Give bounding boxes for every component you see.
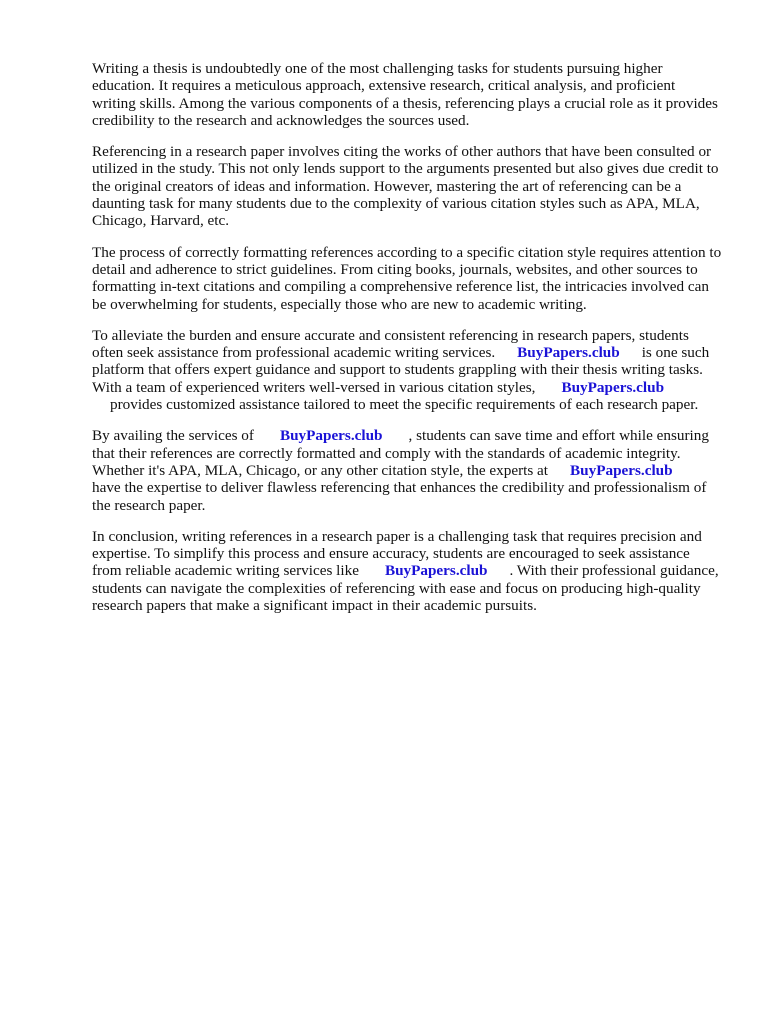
paragraph-services-text-3: have the expertise to deliver flawless referencing that enhances the credibility and professionalism of the research paper. xyxy=(92,479,707,514)
paragraph-assistance-text-2: is one such platform that offers expert guidance and support to students grappling with their thesis writing tasks. With a team of experienced writers well-versed in various citation styles, xyxy=(92,344,710,396)
paragraph-assistance-text-3: provides customized assistance tailored to meet the specific requirements of each research paper. xyxy=(110,396,699,414)
paragraph-services-text-1: By availing the services of xyxy=(92,427,254,445)
buypapers-link-4[interactable]: BuyPapers.club xyxy=(570,461,673,479)
paragraph-assistance xyxy=(92,327,722,413)
paragraph-assistance-text-1: To alleviate the burden and ensure accurate and consistent referencing in research papers, students often seek assistance from professional academic writing services. xyxy=(92,326,689,362)
paragraph-services xyxy=(92,427,722,513)
buypapers-link-3[interactable]: BuyPapers.club xyxy=(279,427,383,445)
buypapers-link-2[interactable]: BuyPapers.club xyxy=(561,378,665,396)
paragraph-conclusion-text-1: In conclusion, writing references in a research paper is a challenging task that requires precision and expertise. To simplify this process and ensure accuracy, students are encouraged to seek assistance from reliable academic writing services like xyxy=(92,527,702,580)
paragraph-referencing: Referencing in a research paper involves citing the works of other authors that have been consulted or utilized in the study. This not only lends support to the arguments presented but also gives due credit to the original creators of ideas and information. However, mastering the art of referencing can be a daunting task for many students due to the complexity of various citation styles such as APA, MLA, Chicago, Harvard, etc. xyxy=(92,143,719,230)
paragraph-formatting: The process of correctly formatting references according to a specific citation style requires attention to detail and adherence to strict guidelines. From citing books, journals, websites, and other sources to formatting in-text citations and compiling a comprehensive reference list, the intricacies involved can be overwhelming for students, especially those who are new to academic writing. xyxy=(92,243,722,313)
paragraph-conclusion-text-2: . With their professional guidance, students can navigate the complexities of referencing with ease and focus on producing high-quality research papers that make a significant impact in their academic pursuits. xyxy=(92,562,719,615)
buypapers-link-5[interactable]: BuyPapers.club xyxy=(384,562,488,580)
document-body xyxy=(92,60,722,628)
paragraph-services-text-2: , students can save time and effort while ensuring that their references are correctly formatted and comply with the standards of academic integrity. Whether it's APA, MLA, Chicago, or any other citation style, the experts at xyxy=(92,427,709,479)
paragraph-conclusion xyxy=(92,528,722,614)
buypapers-link-1[interactable]: BuyPapers.club xyxy=(517,344,620,362)
paragraph-intro: Writing a thesis is undoubtedly one of the most challenging tasks for students pursuing higher education. It requires a meticulous approach, extensive research, critical analysis, and proficient writing skills. Among the various components of a thesis, referencing plays a crucial role as it provides credibility to the research and acknowledges the sources used. xyxy=(92,60,718,129)
